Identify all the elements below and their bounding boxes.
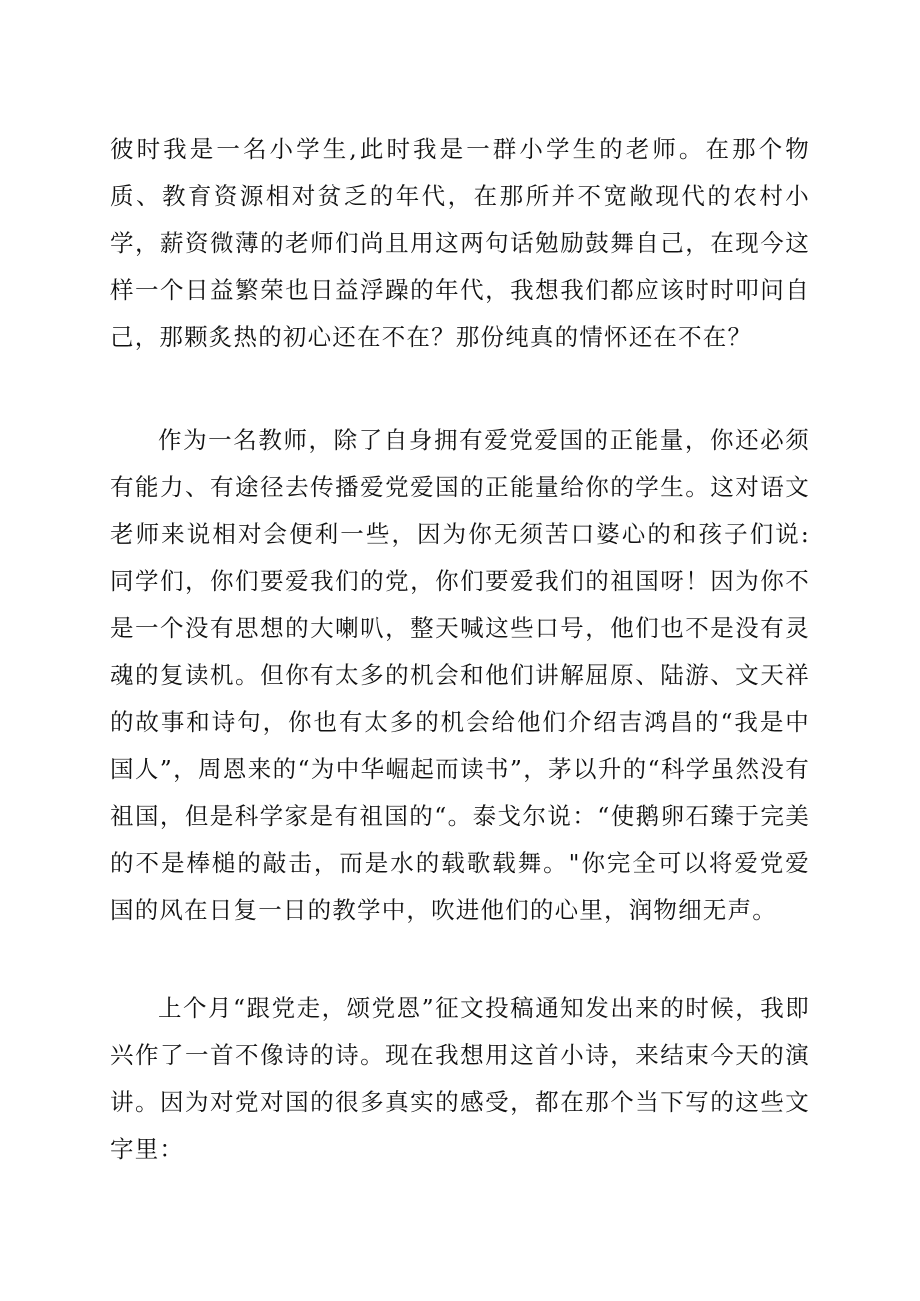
paragraph-poem-intro: 上个月“跟党走，颂党恩”征文投稿通知发出来的时候，我即兴作了一首不像诗的诗。现在我想用这首小诗，来结束今天的演讲。因为对党对国的很多真实的感受，都在那个当下写的这些文字里： <box>110 994 810 1163</box>
paragraph-memories: 彼时我是一名小学生,此时我是一群小学生的老师。在那个物质、教育资源相对贫乏的年代，在那所并不宽敞现代的农村小学，薪资微薄的老师们尚且用这两句话勉励鼓舞自己，在现今这样一个日益繁荣也日益浮躁的年代，我想我们都应该时时叩问自己，那颗炙热的初心还在不在？那份纯真的情怀还在不在？ <box>110 135 810 351</box>
paragraph-teacher-role: 作为一名教师，除了自身拥有爱党爱国的正能量，你还必须有能力、有途径去传播爱党爱国的正能量给你的学生。这对语文老师来说相对会便利一些，因为你无须苦口婆心的和孩子们说:同学们，你们要爱我们的党，你们要爱我们的祖国呀！因为你不是一个没有思想的大喇叭，整天喊这些口号，他们也不是没有灵魂的复读机。但你有太多的机会和他们讲解屈原、陆游、文天祥的故事和诗句，你也有太多的机会给他们介绍吉鸿昌的“我是中国人”，周恩来的“为中华崛起而读书”，茅以升的“科学虽然没有祖国，但是科学家是有祖国的“。泰戈尔说：“使鹅卵石臻于完美的不是棒槌的敲击，而是水的载歌载舞。"你完全可以将爱党爱国的风在日复一日的教学中，吹进他们的心里，润物细无声。 <box>110 426 810 924</box>
